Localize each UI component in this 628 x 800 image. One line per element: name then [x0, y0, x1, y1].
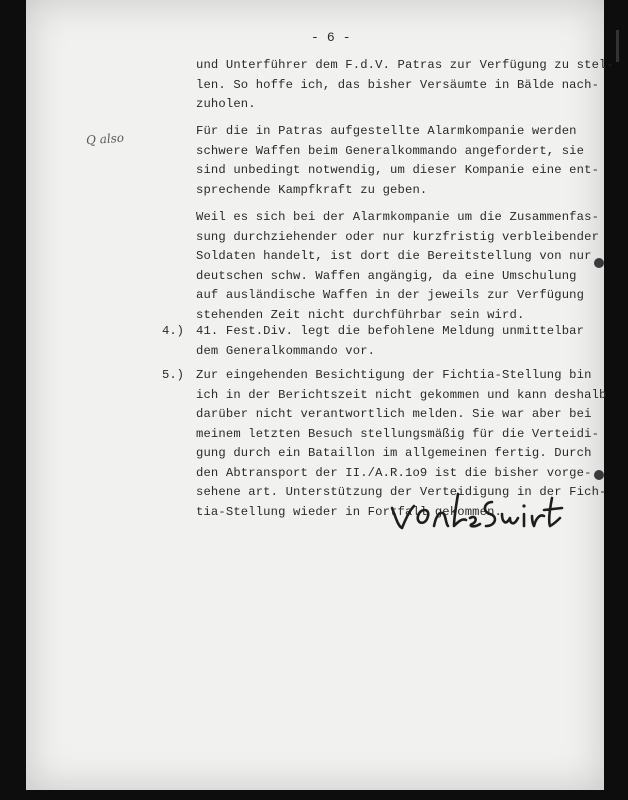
- paragraph-line: len. So hoffe ich, das bisher Versäumte in Bälde nach-: [196, 77, 600, 92]
- paragraph-line: den Abtransport der II./A.R.1o9 ist die bisher vorge-: [196, 465, 592, 480]
- paragraph-line: gung durch ein Bataillon im allgemeinen fertig. Durch: [196, 446, 592, 460]
- paragraph-line: sind unbedingt notwendig, um dieser Kompanie eine ent-: [196, 163, 600, 177]
- paragraph-line: und Unterführer dem F.d.V. Patras zur Verfügung zu stel-: [196, 58, 614, 72]
- punch-hole: [594, 470, 604, 480]
- edge-mark: [616, 30, 619, 62]
- paragraph-line: sung durchziehender oder nur kurzfristig verbleibender: [196, 229, 600, 244]
- paragraph-line: darüber nicht verantwortlich melden. Sie war aber bei: [196, 407, 592, 421]
- paragraph-line: zuholen.: [196, 97, 256, 111]
- margin-note: Q also: [85, 130, 125, 148]
- paragraph-line: ich in der Berichtszeit nicht gekommen und kann deshalb: [196, 387, 607, 402]
- paragraph-line: Für die in Patras aufgestellte Alarmkompanie werden: [196, 124, 577, 138]
- paragraph-line: deutschen schw. Waffen angängig, da eine Umschulung: [196, 268, 577, 283]
- handwritten-signature: [388, 488, 578, 543]
- paragraph-line: sprechende Kampfkraft zu geben.: [196, 182, 428, 197]
- paragraph-line: schwere Waffen beim Generalkommando angefordert, sie: [196, 143, 585, 158]
- paragraph-line: Soldaten handelt, ist dort die Bereitstellung von nur: [196, 249, 592, 263]
- paragraph-line: 41. Fest.Div. legt die befohlene Meldung unmittelbar: [196, 324, 585, 338]
- paragraph-line: dem Generalkommando vor.: [196, 343, 376, 358]
- paragraph-line: auf ausländische Waffen in der jeweils zur Verfügung: [196, 288, 585, 302]
- paragraph-line: Weil es sich bei der Alarmkompanie um die Zusammenfas-: [196, 210, 600, 224]
- page-number: - 6 -: [311, 30, 351, 45]
- paragraph-line: Zur eingehenden Besichtigung der Fichtia-Stellung bin: [196, 368, 592, 382]
- document-page: [26, 0, 614, 790]
- punch-hole: [594, 258, 604, 268]
- paragraph-line: sehene art. Unterstützung der Verteidigung in der Fich-: [196, 485, 607, 499]
- item-number: 5.): [162, 368, 184, 382]
- paragraph-line: meinem letzten Besuch stellungsmäßig für die Verteidi-: [196, 426, 600, 441]
- paragraph-line: stehenden Zeit nicht durchführbar sein wird.: [196, 307, 525, 322]
- item-number: 4.): [162, 324, 184, 338]
- paragraph-line: tia-Stellung wieder in Fortfall gekommen.: [196, 504, 503, 519]
